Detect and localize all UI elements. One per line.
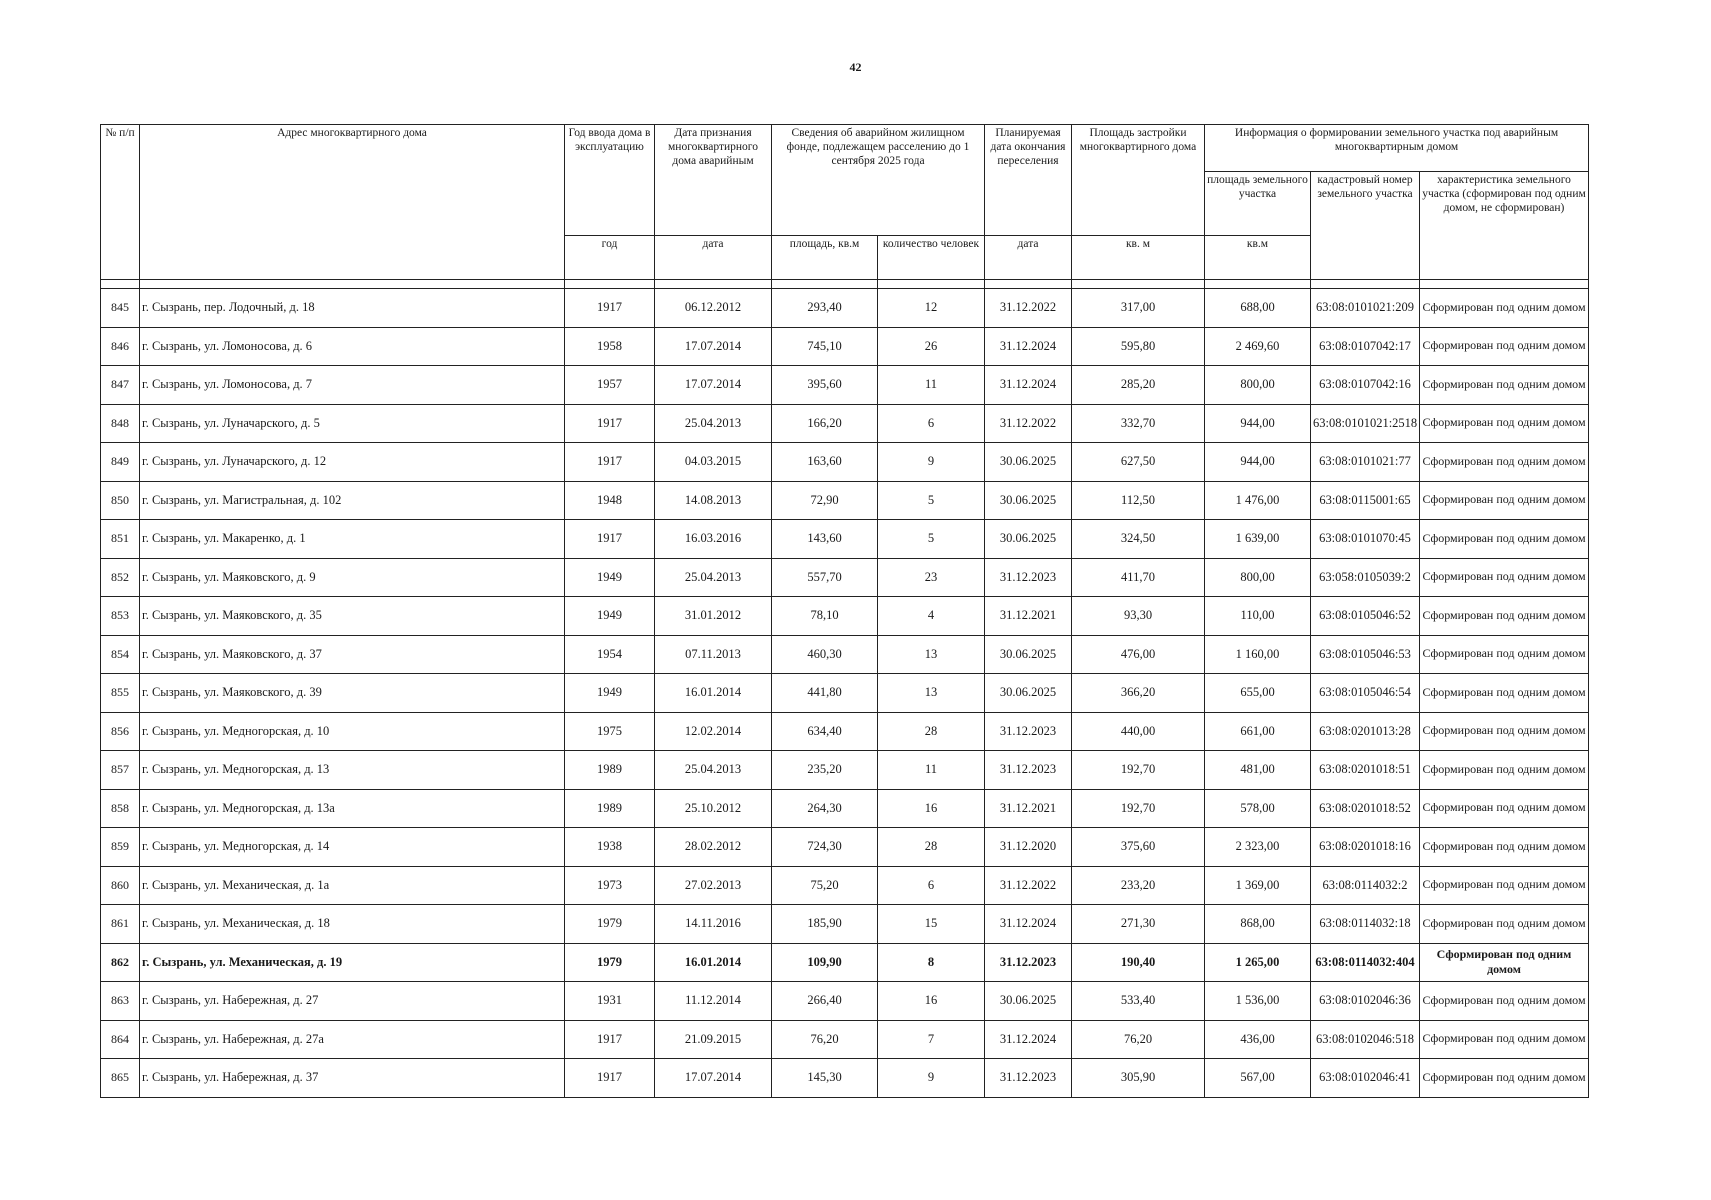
row-cadastral: 63:08:0101070:45 <box>1311 520 1420 559</box>
row-land-area: 2 469,60 <box>1205 327 1311 366</box>
row-land-area: 481,00 <box>1205 751 1311 790</box>
row-land-area: 567,00 <box>1205 1059 1311 1098</box>
row-recognition-date: 28.02.2012 <box>655 828 772 867</box>
table-row <box>101 404 1589 443</box>
row-year: 1958 <box>565 327 655 366</box>
row-planned-date: 31.12.2022 <box>985 866 1072 905</box>
unit-date: дата <box>655 236 772 280</box>
row-area: 75,20 <box>772 866 878 905</box>
row-recognition-date: 25.04.2013 <box>655 558 772 597</box>
row-built-area: 366,20 <box>1072 674 1205 713</box>
row-people: 15 <box>878 905 985 944</box>
row-address: г. Сызрань, ул. Механическая, д. 1а <box>140 866 565 905</box>
row-people: 28 <box>878 828 985 867</box>
row-number: 857 <box>101 751 140 790</box>
row-land-characteristic: Сформирован под одним домом <box>1420 982 1589 1021</box>
row-address: г. Сызрань, ул. Медногорская, д. 13а <box>140 789 565 828</box>
row-recognition-date: 11.12.2014 <box>655 982 772 1021</box>
row-built-area: 305,90 <box>1072 1059 1205 1098</box>
row-land-characteristic: Сформирован под одним домом <box>1420 635 1589 674</box>
row-land-characteristic: Сформирован под одним домом <box>1420 366 1589 405</box>
row-land-characteristic: Сформирован под одним домом <box>1420 481 1589 520</box>
row-people: 12 <box>878 289 985 328</box>
row-cadastral: 63:08:0102046:518 <box>1311 1020 1420 1059</box>
row-land-area: 1 536,00 <box>1205 982 1311 1021</box>
header-cadastral: кадастровый номер земельного участка <box>1311 172 1420 280</box>
table-row <box>101 481 1589 520</box>
row-year: 1973 <box>565 866 655 905</box>
row-cadastral: 63:08:0115001:65 <box>1311 481 1420 520</box>
row-land-characteristic: Сформирован под одним домом <box>1420 443 1589 482</box>
row-planned-date: 31.12.2022 <box>985 289 1072 328</box>
row-land-characteristic: Сформирован под одним домом <box>1420 751 1589 790</box>
row-built-area: 190,40 <box>1072 943 1205 982</box>
row-land-area: 578,00 <box>1205 789 1311 828</box>
row-number: 859 <box>101 828 140 867</box>
row-number: 847 <box>101 366 140 405</box>
table-row <box>101 905 1589 944</box>
row-planned-date: 30.06.2025 <box>985 520 1072 559</box>
unit-planned-date: дата <box>985 236 1072 280</box>
row-year: 1949 <box>565 597 655 636</box>
row-cadastral: 63:08:0201018:16 <box>1311 828 1420 867</box>
row-recognition-date: 17.07.2014 <box>655 1059 772 1098</box>
row-planned-date: 30.06.2025 <box>985 635 1072 674</box>
row-built-area: 112,50 <box>1072 481 1205 520</box>
row-year: 1917 <box>565 289 655 328</box>
row-area: 78,10 <box>772 597 878 636</box>
row-recognition-date: 07.11.2013 <box>655 635 772 674</box>
row-built-area: 533,40 <box>1072 982 1205 1021</box>
row-built-area: 375,60 <box>1072 828 1205 867</box>
row-year: 1917 <box>565 1020 655 1059</box>
row-people: 13 <box>878 674 985 713</box>
row-land-characteristic: Сформирован под одним домом <box>1420 1059 1589 1098</box>
row-number: 850 <box>101 481 140 520</box>
row-cadastral: 63:08:0101021:209 <box>1311 289 1420 328</box>
row-people: 26 <box>878 327 985 366</box>
row-land-characteristic: Сформирован под одним домом <box>1420 712 1589 751</box>
header-planned-date: Планируемая дата окончания переселения <box>985 125 1072 236</box>
row-land-characteristic: Сформирован под одним домом <box>1420 597 1589 636</box>
row-land-area: 1 639,00 <box>1205 520 1311 559</box>
row-number: 851 <box>101 520 140 559</box>
row-year: 1979 <box>565 905 655 944</box>
row-people: 6 <box>878 404 985 443</box>
row-area: 109,90 <box>772 943 878 982</box>
table-row <box>101 943 1589 982</box>
row-recognition-date: 12.02.2014 <box>655 712 772 751</box>
row-area: 293,40 <box>772 289 878 328</box>
unit-year: год <box>565 236 655 280</box>
row-planned-date: 31.12.2021 <box>985 789 1072 828</box>
row-land-area: 1 476,00 <box>1205 481 1311 520</box>
row-planned-date: 31.12.2024 <box>985 327 1072 366</box>
row-area: 145,30 <box>772 1059 878 1098</box>
row-year: 1949 <box>565 674 655 713</box>
row-land-area: 110,00 <box>1205 597 1311 636</box>
row-number: 848 <box>101 404 140 443</box>
row-planned-date: 30.06.2025 <box>985 982 1072 1021</box>
row-cadastral: 63:08:0105046:54 <box>1311 674 1420 713</box>
row-area: 266,40 <box>772 982 878 1021</box>
row-cadastral: 63:08:0201018:51 <box>1311 751 1420 790</box>
header-built-area: Площадь застройки многоквартирного дома <box>1072 125 1205 236</box>
row-planned-date: 31.12.2020 <box>985 828 1072 867</box>
table-row <box>101 366 1589 405</box>
row-land-area: 655,00 <box>1205 674 1311 713</box>
row-people: 5 <box>878 481 985 520</box>
row-number: 864 <box>101 1020 140 1059</box>
row-land-area: 661,00 <box>1205 712 1311 751</box>
row-area: 143,60 <box>772 520 878 559</box>
row-recognition-date: 25.10.2012 <box>655 789 772 828</box>
row-area: 724,30 <box>772 828 878 867</box>
table-row <box>101 712 1589 751</box>
row-cadastral: 63:08:0107042:17 <box>1311 327 1420 366</box>
row-year: 1989 <box>565 789 655 828</box>
table-row <box>101 982 1589 1021</box>
row-people: 9 <box>878 443 985 482</box>
row-land-characteristic: Сформирован под одним домом <box>1420 674 1589 713</box>
row-people: 7 <box>878 1020 985 1059</box>
row-address: г. Сызрань, ул. Механическая, д. 19 <box>140 943 565 982</box>
row-number: 856 <box>101 712 140 751</box>
unit-people: количество человек <box>878 236 985 280</box>
row-planned-date: 30.06.2025 <box>985 443 1072 482</box>
row-built-area: 271,30 <box>1072 905 1205 944</box>
row-land-characteristic: Сформирован под одним домом <box>1420 943 1589 982</box>
header-emergency-info: Сведения об аварийном жилищном фонде, подлежащем расселению до 1 сентября 2025 года <box>772 125 985 236</box>
row-cadastral: 63:08:0105046:53 <box>1311 635 1420 674</box>
row-planned-date: 31.12.2024 <box>985 366 1072 405</box>
row-land-characteristic: Сформирован под одним домом <box>1420 327 1589 366</box>
row-land-area: 800,00 <box>1205 366 1311 405</box>
row-address: г. Сызрань, ул. Набережная, д. 27а <box>140 1020 565 1059</box>
row-people: 8 <box>878 943 985 982</box>
row-land-area: 436,00 <box>1205 1020 1311 1059</box>
row-planned-date: 31.12.2021 <box>985 597 1072 636</box>
row-recognition-date: 17.07.2014 <box>655 366 772 405</box>
unit-area: площадь, кв.м <box>772 236 878 280</box>
row-number: 860 <box>101 866 140 905</box>
table-row <box>101 327 1589 366</box>
table-row <box>101 597 1589 636</box>
row-land-area: 1 369,00 <box>1205 866 1311 905</box>
table-body <box>101 280 1589 1098</box>
row-area: 76,20 <box>772 1020 878 1059</box>
header-spacer-row <box>101 280 1589 289</box>
row-planned-date: 31.12.2024 <box>985 1020 1072 1059</box>
row-recognition-date: 17.07.2014 <box>655 327 772 366</box>
row-recognition-date: 25.04.2013 <box>655 404 772 443</box>
row-address: г. Сызрань, ул. Луначарского, д. 5 <box>140 404 565 443</box>
row-area: 557,70 <box>772 558 878 597</box>
row-land-characteristic: Сформирован под одним домом <box>1420 1020 1589 1059</box>
row-built-area: 192,70 <box>1072 789 1205 828</box>
row-cadastral: 63:08:0114032:2 <box>1311 866 1420 905</box>
row-recognition-date: 16.03.2016 <box>655 520 772 559</box>
header-land-info: Информация о формировании земельного участка под аварийным многоквартирным домом <box>1205 125 1589 172</box>
row-planned-date: 31.12.2023 <box>985 558 1072 597</box>
row-land-characteristic: Сформирован под одним домом <box>1420 905 1589 944</box>
row-people: 11 <box>878 366 985 405</box>
row-address: г. Сызрань, ул. Маяковского, д. 39 <box>140 674 565 713</box>
row-address: г. Сызрань, ул. Маяковского, д. 35 <box>140 597 565 636</box>
row-land-characteristic: Сформирован под одним домом <box>1420 558 1589 597</box>
row-built-area: 93,30 <box>1072 597 1205 636</box>
row-number: 861 <box>101 905 140 944</box>
row-area: 166,20 <box>772 404 878 443</box>
row-land-area: 944,00 <box>1205 404 1311 443</box>
row-land-characteristic: Сформирован под одним домом <box>1420 404 1589 443</box>
row-people: 23 <box>878 558 985 597</box>
row-area: 441,80 <box>772 674 878 713</box>
row-planned-date: 30.06.2025 <box>985 674 1072 713</box>
row-built-area: 411,70 <box>1072 558 1205 597</box>
row-year: 1917 <box>565 404 655 443</box>
row-land-characteristic: Сформирован под одним домом <box>1420 789 1589 828</box>
row-land-characteristic: Сформирован под одним домом <box>1420 289 1589 328</box>
row-recognition-date: 16.01.2014 <box>655 674 772 713</box>
row-number: 854 <box>101 635 140 674</box>
row-year: 1954 <box>565 635 655 674</box>
row-recognition-date: 21.09.2015 <box>655 1020 772 1059</box>
row-number: 845 <box>101 289 140 328</box>
row-built-area: 192,70 <box>1072 751 1205 790</box>
row-land-area: 800,00 <box>1205 558 1311 597</box>
row-year: 1917 <box>565 1059 655 1098</box>
housing-registry-table <box>100 124 1589 1098</box>
row-area: 72,90 <box>772 481 878 520</box>
row-number: 865 <box>101 1059 140 1098</box>
row-recognition-date: 06.12.2012 <box>655 289 772 328</box>
row-year: 1957 <box>565 366 655 405</box>
page-number: 42 <box>849 60 862 74</box>
row-built-area: 332,70 <box>1072 404 1205 443</box>
row-people: 5 <box>878 520 985 559</box>
row-land-characteristic: Сформирован под одним домом <box>1420 520 1589 559</box>
row-address: г. Сызрань, ул. Ломоносова, д. 6 <box>140 327 565 366</box>
row-number: 855 <box>101 674 140 713</box>
row-address: г. Сызрань, ул. Набережная, д. 37 <box>140 1059 565 1098</box>
header-recognition-date: Дата признания многоквартирного дома аварийным <box>655 125 772 236</box>
row-address: г. Сызрань, ул. Луначарского, д. 12 <box>140 443 565 482</box>
row-land-area: 944,00 <box>1205 443 1311 482</box>
row-land-area: 2 323,00 <box>1205 828 1311 867</box>
row-land-area: 1 265,00 <box>1205 943 1311 982</box>
row-people: 16 <box>878 789 985 828</box>
row-area: 745,10 <box>772 327 878 366</box>
row-address: г. Сызрань, ул. Магистральная, д. 102 <box>140 481 565 520</box>
row-cadastral: 63:08:0101021:77 <box>1311 443 1420 482</box>
row-recognition-date: 31.01.2012 <box>655 597 772 636</box>
row-address: г. Сызрань, ул. Маяковского, д. 9 <box>140 558 565 597</box>
row-cadastral: 63:08:0201018:52 <box>1311 789 1420 828</box>
table-row <box>101 289 1589 328</box>
row-planned-date: 31.12.2023 <box>985 943 1072 982</box>
row-number: 862 <box>101 943 140 982</box>
table-row <box>101 674 1589 713</box>
row-year: 1917 <box>565 520 655 559</box>
row-address: г. Сызрань, ул. Маяковского, д. 37 <box>140 635 565 674</box>
table-row <box>101 520 1589 559</box>
row-area: 264,30 <box>772 789 878 828</box>
row-cadastral: 63:08:0107042:16 <box>1311 366 1420 405</box>
row-built-area: 595,80 <box>1072 327 1205 366</box>
table-row <box>101 751 1589 790</box>
row-year: 1949 <box>565 558 655 597</box>
table-row <box>101 1020 1589 1059</box>
row-people: 16 <box>878 982 985 1021</box>
row-recognition-date: 14.11.2016 <box>655 905 772 944</box>
row-number: 853 <box>101 597 140 636</box>
row-address: г. Сызрань, ул. Набережная, д. 27 <box>140 982 565 1021</box>
row-area: 634,40 <box>772 712 878 751</box>
header-land-area: площадь земельного участка <box>1205 172 1311 236</box>
row-area: 185,90 <box>772 905 878 944</box>
row-area: 235,20 <box>772 751 878 790</box>
row-recognition-date: 27.02.2013 <box>655 866 772 905</box>
row-address: г. Сызрань, ул. Медногорская, д. 10 <box>140 712 565 751</box>
row-recognition-date: 16.01.2014 <box>655 943 772 982</box>
row-land-characteristic: Сформирован под одним домом <box>1420 828 1589 867</box>
row-built-area: 285,20 <box>1072 366 1205 405</box>
row-built-area: 627,50 <box>1072 443 1205 482</box>
row-planned-date: 31.12.2023 <box>985 1059 1072 1098</box>
row-planned-date: 31.12.2023 <box>985 712 1072 751</box>
table-row <box>101 558 1589 597</box>
row-address: г. Сызрань, пер. Лодочный, д. 18 <box>140 289 565 328</box>
row-cadastral: 63:08:0102046:36 <box>1311 982 1420 1021</box>
row-year: 1979 <box>565 943 655 982</box>
row-cadastral: 63:08:0105046:52 <box>1311 597 1420 636</box>
row-people: 4 <box>878 597 985 636</box>
row-cadastral: 63:08:0102046:41 <box>1311 1059 1420 1098</box>
row-cadastral: 63:08:0201013:28 <box>1311 712 1420 751</box>
row-cadastral: 63:08:0114032:18 <box>1311 905 1420 944</box>
header-year: Год ввода дома в эксплуатацию <box>565 125 655 236</box>
row-land-area: 868,00 <box>1205 905 1311 944</box>
row-year: 1917 <box>565 443 655 482</box>
unit-land-sqm: кв.м <box>1205 236 1311 280</box>
unit-built-sqm: кв. м <box>1072 236 1205 280</box>
row-people: 28 <box>878 712 985 751</box>
row-land-area: 1 160,00 <box>1205 635 1311 674</box>
row-address: г. Сызрань, ул. Медногорская, д. 14 <box>140 828 565 867</box>
row-address: г. Сызрань, ул. Медногорская, д. 13 <box>140 751 565 790</box>
row-number: 852 <box>101 558 140 597</box>
table-row <box>101 1059 1589 1098</box>
row-built-area: 317,00 <box>1072 289 1205 328</box>
row-people: 11 <box>878 751 985 790</box>
row-address: г. Сызрань, ул. Макаренко, д. 1 <box>140 520 565 559</box>
row-built-area: 233,20 <box>1072 866 1205 905</box>
row-address: г. Сызрань, ул. Ломоносова, д. 7 <box>140 366 565 405</box>
row-cadastral: 63:058:0105039:2 <box>1311 558 1420 597</box>
row-area: 460,30 <box>772 635 878 674</box>
row-built-area: 76,20 <box>1072 1020 1205 1059</box>
row-area: 163,60 <box>772 443 878 482</box>
table-row <box>101 443 1589 482</box>
row-cadastral: 63:08:0114032:404 <box>1311 943 1420 982</box>
row-people: 6 <box>878 866 985 905</box>
row-number: 846 <box>101 327 140 366</box>
row-land-area: 688,00 <box>1205 289 1311 328</box>
row-planned-date: 31.12.2023 <box>985 751 1072 790</box>
header-address: Адрес многоквартирного дома <box>140 125 565 280</box>
row-planned-date: 30.06.2025 <box>985 481 1072 520</box>
row-built-area: 476,00 <box>1072 635 1205 674</box>
table-row <box>101 866 1589 905</box>
row-year: 1989 <box>565 751 655 790</box>
row-year: 1931 <box>565 982 655 1021</box>
table-row <box>101 635 1589 674</box>
row-recognition-date: 25.04.2013 <box>655 751 772 790</box>
row-number: 863 <box>101 982 140 1021</box>
row-year: 1938 <box>565 828 655 867</box>
row-people: 9 <box>878 1059 985 1098</box>
row-planned-date: 31.12.2022 <box>985 404 1072 443</box>
header-land-characteristic: характеристика земельного участка (сформирован под одним домом, не сформирован) <box>1420 172 1589 280</box>
row-built-area: 324,50 <box>1072 520 1205 559</box>
table-row <box>101 828 1589 867</box>
row-number: 858 <box>101 789 140 828</box>
table-row <box>101 789 1589 828</box>
header-num: № п/п <box>101 125 140 280</box>
row-number: 849 <box>101 443 140 482</box>
row-recognition-date: 14.08.2013 <box>655 481 772 520</box>
row-planned-date: 31.12.2024 <box>985 905 1072 944</box>
row-recognition-date: 04.03.2015 <box>655 443 772 482</box>
row-year: 1975 <box>565 712 655 751</box>
row-land-characteristic: Сформирован под одним домом <box>1420 866 1589 905</box>
row-year: 1948 <box>565 481 655 520</box>
row-address: г. Сызрань, ул. Механическая, д. 18 <box>140 905 565 944</box>
row-built-area: 440,00 <box>1072 712 1205 751</box>
row-cadastral: 63:08:0101021:2518 <box>1311 404 1420 443</box>
row-people: 13 <box>878 635 985 674</box>
row-area: 395,60 <box>772 366 878 405</box>
